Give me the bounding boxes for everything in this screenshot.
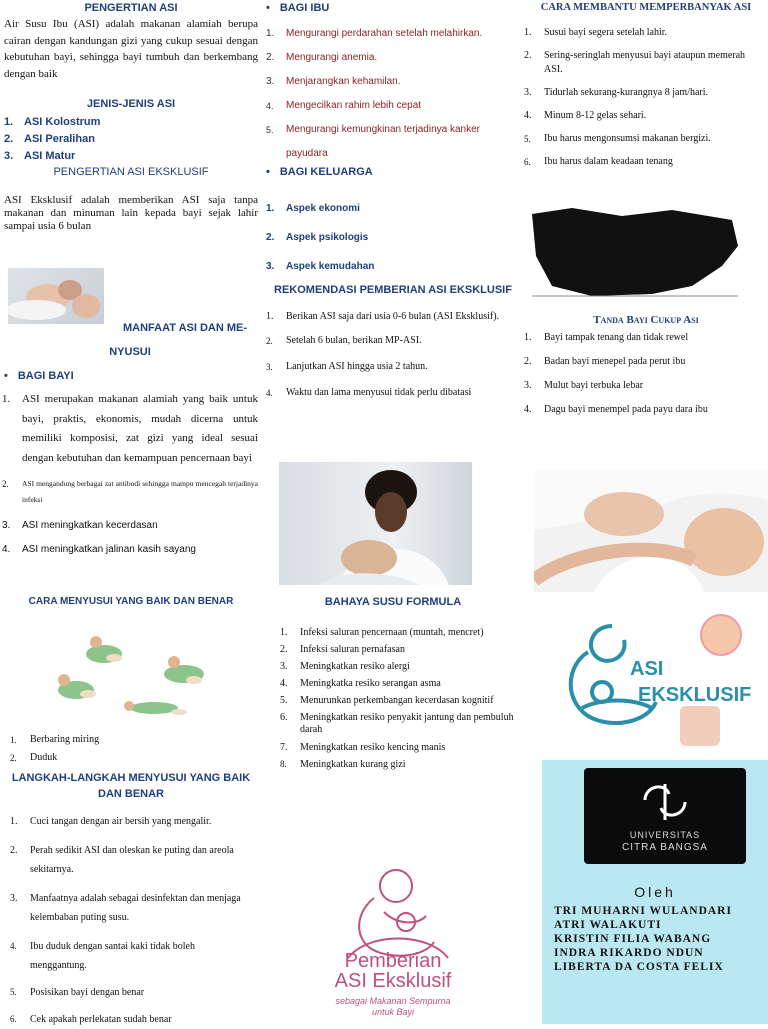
list-item: 4. Ibu duduk dengan santai kaki tidak boleh menggantung. [10, 941, 195, 971]
bagi-bayi-heading: • BAGI BAYI [4, 370, 74, 382]
list-item: 4. Minum 8-12 gelas sehari. [524, 110, 647, 121]
list-item: 2. Sering-seringlah menyusui bayi ataupun memerah ASI. [524, 50, 746, 75]
list-item: 1. Berikan ASI saja dari usia 0-6 bulan (ASI Eksklusif). [266, 311, 500, 322]
list-item: 5. Mengurangi kemungkinan terjadinya kanker payudara [266, 124, 481, 159]
oleh-label: Oleh [634, 884, 676, 900]
poster-title-2: ASI Eksklusif [334, 970, 452, 992]
list-item: 1. ASI merupakan makanan alamiah yang baik untuk bayi, praktis, ekonomis, mudah dicerna untuk memiliki komposisi, zat gizi yang ideal sesuai dengan kebutuhan dan kemampuan pencernaan bayi [2, 393, 258, 464]
list-item: 4. ASI meningkatkan jalinan kasih sayang [2, 543, 196, 555]
list-item: 4. Dagu bayi menempel pada payu dara ibu [524, 404, 708, 415]
list-item: 3. Menjarangkan kehamilan. [266, 76, 401, 87]
baby-cartoon-icon [700, 614, 742, 656]
author-name: TRI MUHARNI WULANDARI [554, 905, 732, 917]
university-name-2: CITRA BANGSA [622, 842, 708, 853]
author-name: ATRI WALAKUTI [554, 919, 662, 931]
asi-eksklusif-heading: PENGERTIAN ASI EKSKLUSIF [53, 166, 209, 178]
langkah-list [10, 812, 250, 1029]
manfaat-heading: MANFAAT ASI DAN ME- [122, 322, 248, 334]
column-left [0, 0, 262, 1024]
list-item: 1. Mengurangi perdarahan setelah melahirkan. [266, 28, 483, 39]
logo-asi-text: ASI [630, 658, 664, 680]
poster-title-1: Pemberian [344, 950, 442, 972]
author-name: KRISTIN FILIA WABANG [554, 933, 712, 945]
bagi-ibu-list [266, 22, 516, 166]
poster-subtitle-2: untuk Bayi [371, 1007, 415, 1017]
list-item: 2. ASI Peralihan [4, 133, 95, 145]
asi-eksklusif-text: ASI Eksklusif adalah memberikan ASI saja tanpa makanan dan minuman lain kepada bayi sejak lahir sampai usia 6 bulan [4, 194, 258, 232]
list-item: 2. Setelah 6 bulan, berikan MP-ASI. [266, 335, 422, 346]
list-item: 4. Mengecilkan rahim lebih cepat [266, 100, 422, 111]
cara-memperbanyak-heading: CARA MEMBANTU MEMPERBANYAK ASI [540, 2, 752, 13]
list-item: 3. Aspek kemudahan [266, 261, 375, 272]
jenis-asi-list [4, 114, 254, 165]
jenis-asi-heading: JENIS-JENIS ASI [86, 98, 176, 110]
list-item: 2. Perah sedikit ASI dan oleskan ke puting dan areola sekitarnya. [10, 845, 234, 875]
bagi-ibu-heading: • BAGI IBU [266, 2, 330, 14]
list-item: 3. Mulut bayi terbuka lebar [524, 380, 644, 391]
langkah-heading: LANGKAH-LANGKAH MENYUSUI YANG BAIK DAN BENAR [11, 772, 251, 800]
list-item: 6. Ibu harus dalam keadaan tenang [524, 156, 673, 167]
list-item: 1. Berbaring miring [10, 734, 100, 745]
author-name: INDRA RIKARDO NDUN [554, 947, 704, 959]
cara-memperbanyak-list [524, 26, 764, 169]
tanda-bayi-heading: Tanda Bayi Cukup Asi [593, 314, 699, 326]
list-item: 4. Meningkatka resiko serangan asma [280, 678, 441, 689]
breastfeeding-photo-large [534, 470, 768, 592]
list-item: 2. Infeksi saluran pernafasan [280, 644, 405, 655]
university-emblem-icon [635, 776, 695, 826]
author-panel [542, 760, 768, 1024]
list-item: 3. Meningkatkan resiko alergi [280, 661, 410, 672]
pemberian-asi-poster [278, 862, 508, 1022]
list-item: 3. ASI Matur [4, 150, 76, 162]
list-item: 1. ASI Kolostrum [4, 116, 101, 128]
university-name-1: UNIVERSITAS [629, 830, 701, 840]
mother-baby-photo [279, 462, 472, 585]
bahaya-heading: BAHAYA SUSU FORMULA [324, 596, 462, 608]
baby-photo-icon [680, 706, 720, 746]
list-item: 2. ASI mengandung berbagai zat antibodi sehingga mampu mencegah terjadinya infeksi [2, 479, 258, 504]
list-item: 3. Tidurlah sekurang-kurangnya 8 jam/hari. [524, 87, 709, 98]
list-item: 1. Cuci tangan dengan air bersih yang mengalir. [10, 816, 212, 827]
list-item: 1. Bayi tampak tenang dan tidak rewel [524, 332, 689, 343]
university-logo [584, 768, 746, 864]
posisi-list [10, 731, 210, 767]
logo-eksklusif-text: EKSKLUSIF [638, 684, 752, 706]
mother-baby-line-icon [278, 862, 508, 962]
list-item: 4. Waktu dan lama menyusui tidak perlu dibatasi [266, 387, 472, 398]
breastfeeding-photo-small [8, 268, 104, 324]
author-list [554, 904, 768, 974]
bahaya-list [280, 624, 520, 773]
list-item: 2. Duduk [10, 752, 58, 763]
list-item: 1. Aspek ekonomi [266, 203, 360, 214]
dark-silhouette-image [532, 206, 738, 298]
bagi-keluarga-heading: • BAGI KELUARGA [266, 166, 373, 178]
column-middle [262, 0, 524, 1024]
pengertian-asi-text: Air Susu Ibu (ASI) adalah makanan alamiah berupa cairan dengan kandungan gizi yang cukup sesuai dengan kebutuhan bayi, sehingga bayi tumbuh dan berkembang dengan baik [4, 18, 258, 80]
poster-subtitle-1: sebagai Makanan Sempurna [335, 996, 451, 1006]
pengertian-asi-heading: PENGERTIAN ASI [84, 2, 178, 14]
manfaat-heading-cont: NYUSUI [109, 346, 151, 358]
list-item: 6. Cek apakah perlekatan sudah benar [10, 1014, 172, 1025]
list-item: 2. Aspek psikologis [266, 232, 369, 243]
list-item: 7. Meningkatkan resiko kencing manis [280, 742, 446, 753]
column-right [524, 0, 768, 1024]
list-item: 5. Menurunkan perkembangan kecerdasan kognitif [280, 695, 494, 706]
list-item: 5. Posisikan bayi dengan benar [10, 987, 145, 998]
list-item: 6. Meningkatkan resiko penyakit jantung dan pembuluh darah [280, 712, 514, 735]
list-item: 3. Manfaatnya adalah sebagai desinfektan dan menjaga kelembaban puting susu. [10, 893, 241, 923]
keluarga-list [266, 194, 516, 281]
list-item: 3. Lanjutkan ASI hingga usia 2 tahun. [266, 361, 428, 372]
list-item: 5. Ibu harus mengonsumsi makanan bergizi. [524, 133, 711, 144]
list-item: 8. Meningkatkan kurang gizi [280, 759, 406, 770]
list-item: 2. Mengurangi anemia. [266, 52, 378, 63]
breastfeeding-positions-illustration [34, 632, 224, 724]
asi-eksklusif-logo [544, 608, 768, 748]
tanda-bayi-list [524, 326, 764, 422]
cara-menyusui-heading: CARA MENYUSUI YANG BAIK DAN BENAR [28, 596, 234, 607]
list-item: 2. Badan bayi menepel pada perut ibu [524, 356, 686, 367]
list-item: 1. Susui bayi segera setelah lahir. [524, 27, 668, 38]
list-item: 1. Infeksi saluran pencernaan (muntah, mencret) [280, 627, 484, 638]
rekomendasi-list [266, 310, 516, 400]
author-name: LIBERTA DA COSTA FELIX [554, 961, 724, 973]
list-item: 3. ASI meningkatkan kecerdasan [2, 520, 158, 531]
rekomendasi-heading: REKOMENDASI PEMBERIAN ASI EKSKLUSIF [274, 284, 512, 296]
bagi-bayi-list [2, 390, 258, 559]
